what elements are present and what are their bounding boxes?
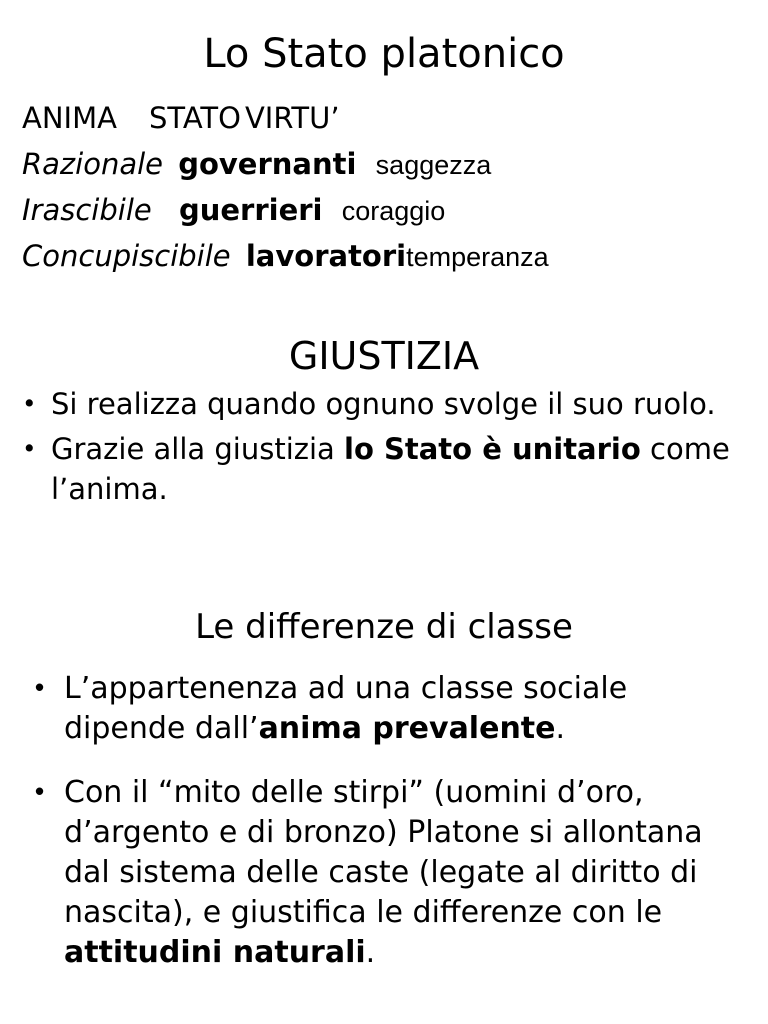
soul-table-row-irascibile xyxy=(22,193,446,227)
classi-bullet-list xyxy=(32,669,754,997)
stato-cell: lavoratori xyxy=(245,239,407,273)
virtu-cell: temperanza xyxy=(406,242,549,272)
bullet-text: come l’anima. xyxy=(51,432,730,506)
section-heading-classi: Le differenze di classe xyxy=(195,607,573,647)
header-anima: ANIMA xyxy=(22,101,117,135)
giustizia-bullet-list xyxy=(22,384,751,514)
bullet-text: L’appartenenza ad una classe sociale dipende dall’ xyxy=(64,671,628,746)
bullet-text: . xyxy=(555,711,566,746)
anima-cell: Concupiscibile xyxy=(22,239,231,273)
soul-table-row-razionale xyxy=(22,147,492,181)
header-virtu: VIRTU’ xyxy=(244,101,340,135)
bullet-bold-text: anima prevalente xyxy=(258,711,556,746)
section-heading-giustizia: GIUSTIZIA xyxy=(288,334,480,378)
virtu-cell: saggezza xyxy=(375,150,492,180)
anima-cell: Irascibile xyxy=(22,193,152,227)
list-item xyxy=(22,429,751,509)
list-item xyxy=(22,384,751,424)
bullet-icon: • xyxy=(32,778,48,808)
page-title: Lo Stato platonico xyxy=(203,31,565,77)
soul-table-header xyxy=(22,101,340,135)
list-item xyxy=(32,773,754,973)
list-item xyxy=(32,669,754,749)
soul-table-row-concupiscibile xyxy=(22,239,549,273)
bullet-icon: • xyxy=(22,434,37,463)
bullet-icon: • xyxy=(32,674,48,704)
anima-cell: Razionale xyxy=(22,147,163,181)
bullet-text: . xyxy=(365,935,376,970)
stato-cell: guerrieri xyxy=(178,193,323,227)
bullet-text: Si realizza quando ognuno svolge il suo ruolo. xyxy=(51,387,716,421)
bullet-bold-text: lo Stato è unitario xyxy=(344,432,641,466)
stato-cell: governanti xyxy=(178,147,357,181)
header-stato: STATO xyxy=(148,101,241,135)
bullet-text: Grazie alla giustizia xyxy=(51,432,345,466)
bullet-bold-text: attitudini naturali xyxy=(64,935,366,970)
virtu-cell: coraggio xyxy=(341,196,446,226)
bullet-text: Con il “mito delle stirpi” (uomini d’oro, d’argento e di bronzo) Platone si allontana dal sistema delle caste (legate al diritto di nascita), e giustifica le differenze con le xyxy=(64,775,703,930)
bullet-icon: • xyxy=(22,389,37,418)
